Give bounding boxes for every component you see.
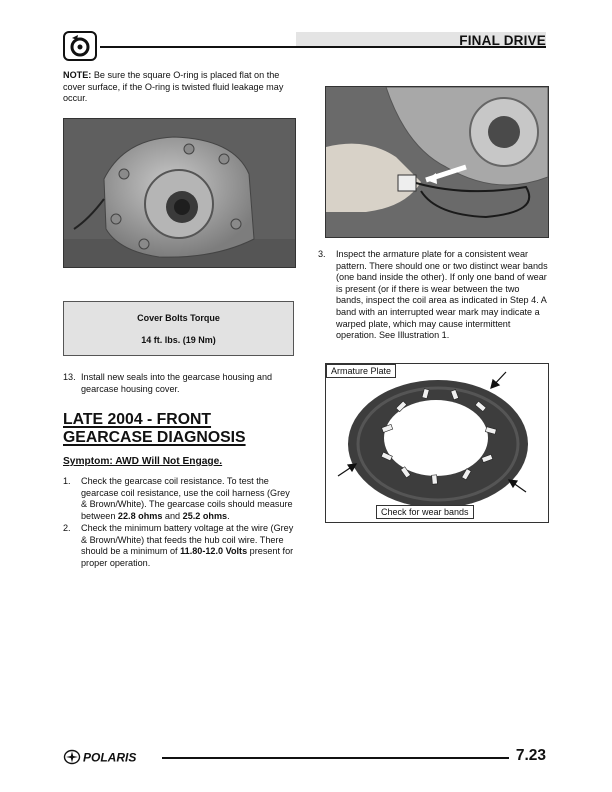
step-number: 1. bbox=[63, 476, 71, 486]
page-number: 7.23 bbox=[515, 747, 546, 764]
wear-bands-label: Check for wear bands bbox=[376, 505, 474, 519]
resistance-max: 25.2 ohms bbox=[182, 510, 228, 521]
symptom-subheading: Symptom: AWD Will Not Engage. bbox=[63, 456, 223, 467]
step-number: 2. bbox=[63, 523, 71, 533]
step-text: Inspect the armature plate for a consistent wear pattern. There should one or two distinct wear bands (one band inside the other). If only one band of wear is present (or if there is wear between the two bands, inspect the coil area as indicated in Step 4. A band with an interrupted wear mark may indicate a warped plate, which may cause intermittent operation. See Illustration 1. bbox=[336, 249, 548, 341]
armature-plate-illustration bbox=[325, 363, 549, 523]
section-heading-line2: GEARCASE DIAGNOSIS bbox=[63, 429, 246, 446]
step-text-part: Check the minimum battery voltage at the wire (Grey & Brown/White) that feeds the hub coil wire. There should be a minimum of bbox=[81, 523, 294, 557]
section-title: FINAL DRIVE bbox=[459, 33, 546, 48]
gearcase-cover-photo bbox=[63, 118, 296, 268]
section-heading bbox=[63, 411, 246, 447]
polaris-logo bbox=[63, 748, 161, 766]
step-text bbox=[81, 476, 295, 522]
torque-title: Cover Bolts Torque bbox=[137, 313, 220, 323]
torque-spec-box bbox=[63, 301, 294, 356]
step-text-part: Check the gearcase coil resistance. To test the gearcase coil resistance, use the coil harness (Grey & Brown/White). The gearcase coils should measure between bbox=[81, 476, 293, 521]
note-paragraph bbox=[63, 70, 295, 105]
note-text: Be sure the square O-ring is placed flat on the cover surface, if the O-ring is twisted fluid leakage may occur. bbox=[63, 70, 284, 104]
brand-name: POLARIS bbox=[83, 750, 137, 765]
footer-rule bbox=[162, 757, 509, 759]
section-heading-line1: LATE 2004 - FRONT bbox=[63, 411, 212, 428]
step-text-part: and bbox=[162, 510, 183, 521]
voltage-value: 11.80-12.0 Volts bbox=[180, 546, 248, 557]
resistance-min: 22.8 ohms bbox=[117, 510, 163, 521]
drive-gear-icon bbox=[63, 31, 97, 61]
armature-plate-label: Armature Plate bbox=[326, 364, 396, 378]
note-label: NOTE: bbox=[63, 70, 92, 80]
step-text-part: present for proper operation. bbox=[81, 546, 294, 568]
step-text bbox=[81, 523, 295, 569]
torque-value: 14 ft. lbs. (19 Nm) bbox=[141, 335, 216, 345]
step-text-part: . bbox=[227, 510, 230, 521]
step-text: Install new seals into the gearcase housing and gearcase housing cover. bbox=[81, 372, 273, 394]
step-number: 13. bbox=[63, 372, 76, 382]
step-number: 3. bbox=[318, 249, 326, 259]
coil-harness-connector-photo bbox=[325, 86, 549, 238]
